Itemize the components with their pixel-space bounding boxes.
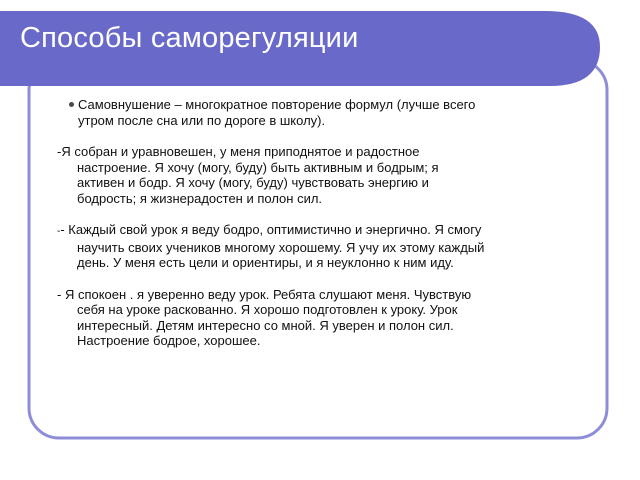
paragraph-line: бодрость; я жизнерадостен и полон сил. (77, 190, 323, 206)
paragraph-line-text: - Каждый свой урок я веду бодро, оптимистично и энергично. Я смогу (60, 222, 482, 237)
paragraph-composure (57, 144, 598, 206)
paragraph-line: Настроение бодрое, хорошее. (77, 333, 261, 348)
paragraph-line: себя на уроке раскованно. Я хорошо подготовлен к уроку. Урок (77, 302, 458, 317)
paragraph-line: активен и бодр. Я хочу (могу, буду) чувствовать энергию и (77, 175, 429, 190)
paragraph-line: Самовнушение – многократное повторение формул (лучше всего (78, 97, 476, 112)
paragraph-calm (57, 287, 598, 349)
paragraph-lessons (57, 222, 598, 271)
paragraph-line: - Я спокоен . я уверенно веду урок. Ребята слушают меня. Чувствую (57, 286, 472, 302)
slide-title: Способы саморегуляции (20, 22, 359, 54)
paragraph-line (57, 222, 598, 240)
paragraph-line: утром после сна или по дороге в школу). (78, 112, 326, 128)
slide-content (57, 97, 598, 365)
paragraph-line: научить своих учеников многому хорошему. Я учу их этому каждый (77, 239, 485, 255)
dash-prefix: - (57, 226, 61, 237)
paragraph-self-suggestion (78, 97, 598, 128)
paragraph-line: день. У меня есть цели и ориентиры, и я неуклонно к ним иду. (77, 255, 454, 270)
paragraph-line: интересный. Детям интересно со мной. Я уверен и полон сил. (77, 317, 454, 333)
bullet-icon (69, 102, 74, 107)
paragraph-line: -Я собран и уравновешен, у меня приподнятое и радостное (57, 144, 420, 159)
paragraph-line: настроение. Я хочу (могу, буду) быть активным и бодрым; я (77, 159, 439, 175)
